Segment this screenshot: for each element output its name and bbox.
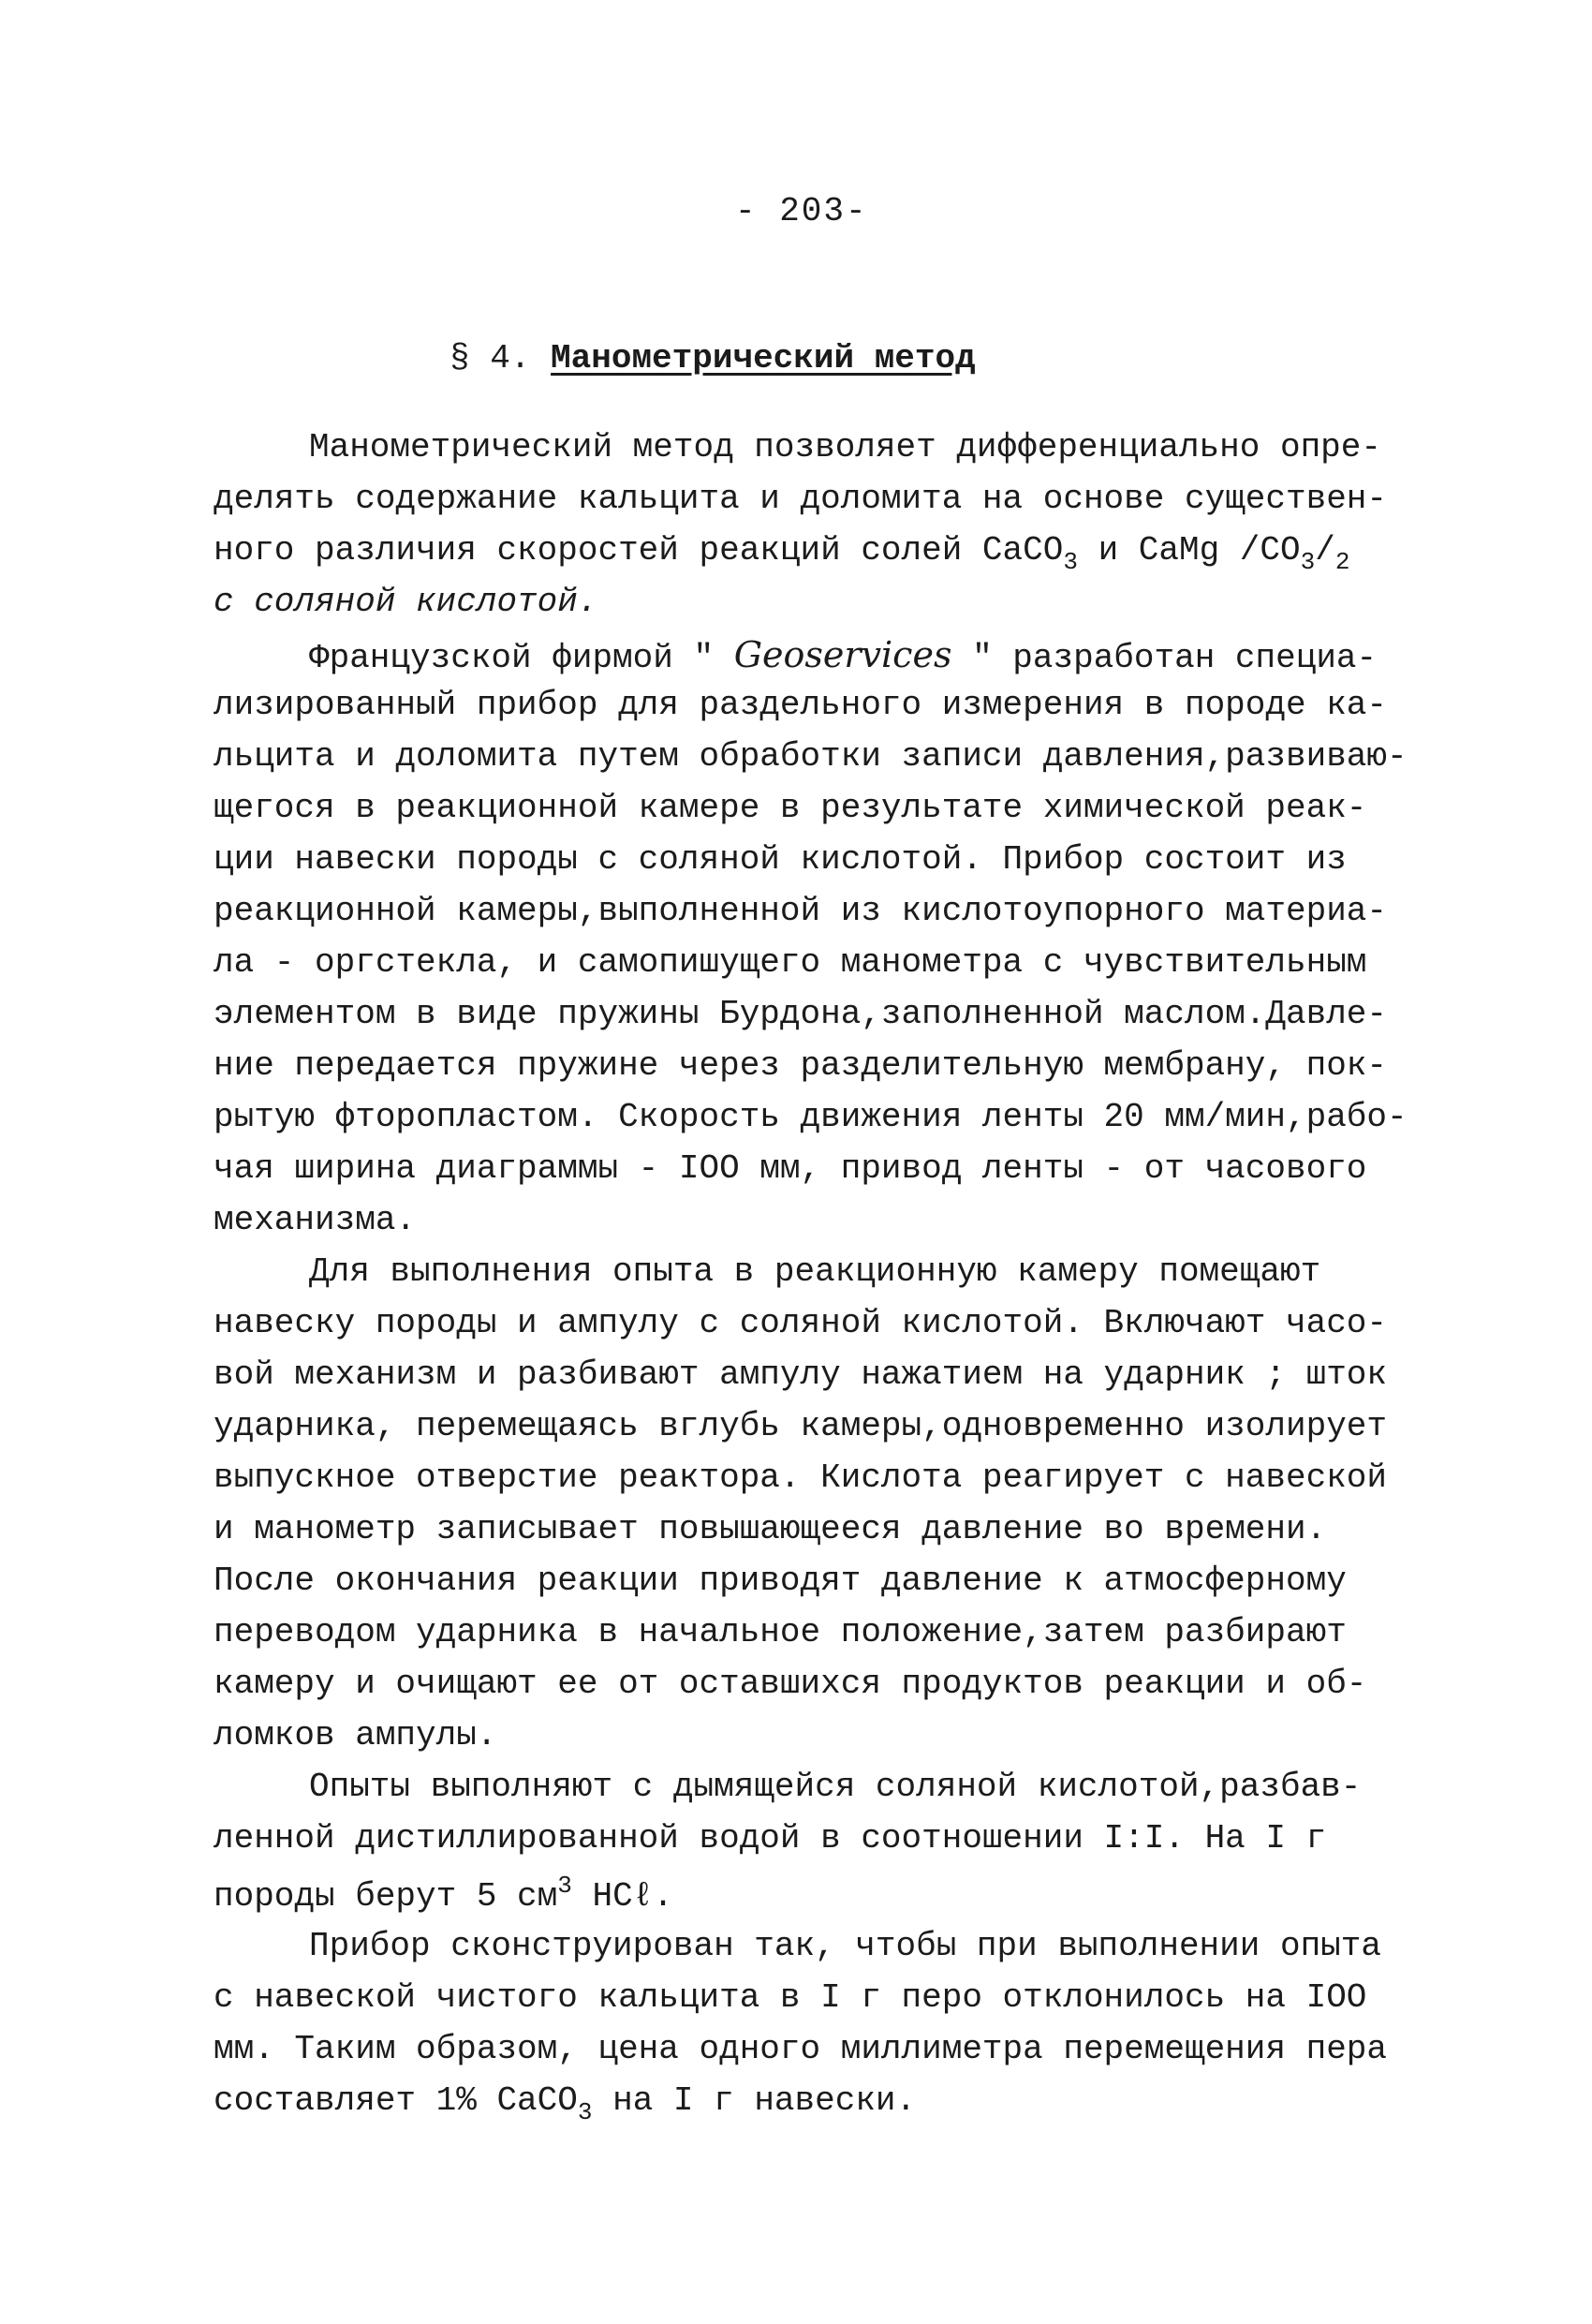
- subscript: 3: [1300, 548, 1316, 576]
- text-line: породы берут 5 $см^3$ HCℓ.: [214, 1872, 673, 1916]
- text-line: камеру и очищают ее от оставшихся продуктов реакции и об-: [214, 1665, 1367, 1703]
- text-line: и манометр записывает повышающееся давление во времени.: [214, 1510, 1327, 1548]
- text-line: рытую фторопластом. Скорость движения ленты 20 мм/мин,рабо-: [214, 1098, 1408, 1136]
- text-line: ние передается пружине через разделительную мембрану, пок-: [214, 1046, 1388, 1085]
- section-heading: [450, 339, 976, 377]
- text-line: После окончания реакции приводят давление к атмосферному: [214, 1562, 1347, 1600]
- text-line: ударника, перемещаясь вглубь камеры,одновременно изолирует: [214, 1407, 1388, 1445]
- text-line: льцита и доломита путем обработки записи давления,развиваю-: [214, 737, 1408, 776]
- subscript: 2: [1334, 548, 1350, 576]
- text-line: механизма.: [214, 1201, 417, 1239]
- text-line: ного различия скоростей реакций солей CaCO$_3$ и CaMg $/CO_3/_2$: [214, 531, 1350, 576]
- text-line: элементом в виде пружины Бурдона,заполненной маслом.Давле-: [214, 995, 1388, 1033]
- text-line: переводом ударника в начальное положение,затем разбирают: [214, 1613, 1347, 1651]
- text-line: щегося в реакционной камере в результате химической реак-: [214, 789, 1367, 827]
- superscript: 3: [557, 1872, 572, 1900]
- text-line: навеску породы и ампулу с соляной кислотой. Включают часо-: [214, 1304, 1388, 1342]
- text-line: выпускное отверстие реактора. Кислота реагирует с навеской: [214, 1458, 1388, 1497]
- section-mark: § 4.: [450, 339, 531, 377]
- text-line: Прибор сконструирован так, чтобы при выполнении опыта: [309, 1927, 1381, 1965]
- text-line: ции навески породы с соляной кислотой. Прибор состоит из: [214, 840, 1347, 879]
- subscript: 3: [577, 2098, 593, 2126]
- text-line: реакционной камеры,выполненной из кислотоупорного материа-: [214, 892, 1388, 930]
- text-line: ломков ампулы.: [214, 1716, 497, 1754]
- text-line: Опыты выполняют с дымящейся соляной кислотой,разбав-: [309, 1768, 1362, 1806]
- text-line: Французской фирмой " Geoservices " разработан специа-: [309, 634, 1378, 677]
- text-line: с навеской чистого кальцита в I г перо отклонилось на IOO: [214, 1978, 1367, 2017]
- company-name: Geoservices: [733, 634, 952, 675]
- page-number: - 203-: [735, 192, 868, 230]
- text-line: мм. Таким образом, цена одного миллиметра перемещения пера: [214, 2030, 1388, 2068]
- text-line: чая ширина диаграммы - IOO мм, привод ленты - от часового: [214, 1149, 1367, 1188]
- text-line: ла - оргстекла, и самопишущего манометра с чувствительным: [214, 943, 1367, 982]
- text-line: вой механизм и разбивают ампулу нажатием на ударник ; шток: [214, 1355, 1388, 1394]
- section-title: Манометрический метод: [551, 339, 976, 377]
- text-line: лизированный прибор для раздельного измерения в породе ка-: [214, 686, 1388, 724]
- text-line: Манометрический метод позволяет дифференциально опре-: [309, 428, 1381, 466]
- subscript: 3: [1063, 548, 1078, 576]
- text-line: с соляной кислотой.: [214, 583, 598, 621]
- text-line: составляет 1% CaCO$_3$ на I г навески.: [214, 2081, 917, 2126]
- text-line: делять содержание кальцита и доломита на основе существен-: [214, 480, 1388, 518]
- text-line: ленной дистиллированной водой в соотношении I:I. На I г: [214, 1819, 1327, 1858]
- text-line: Для выполнения опыта в реакционную камеру помещают: [309, 1252, 1321, 1291]
